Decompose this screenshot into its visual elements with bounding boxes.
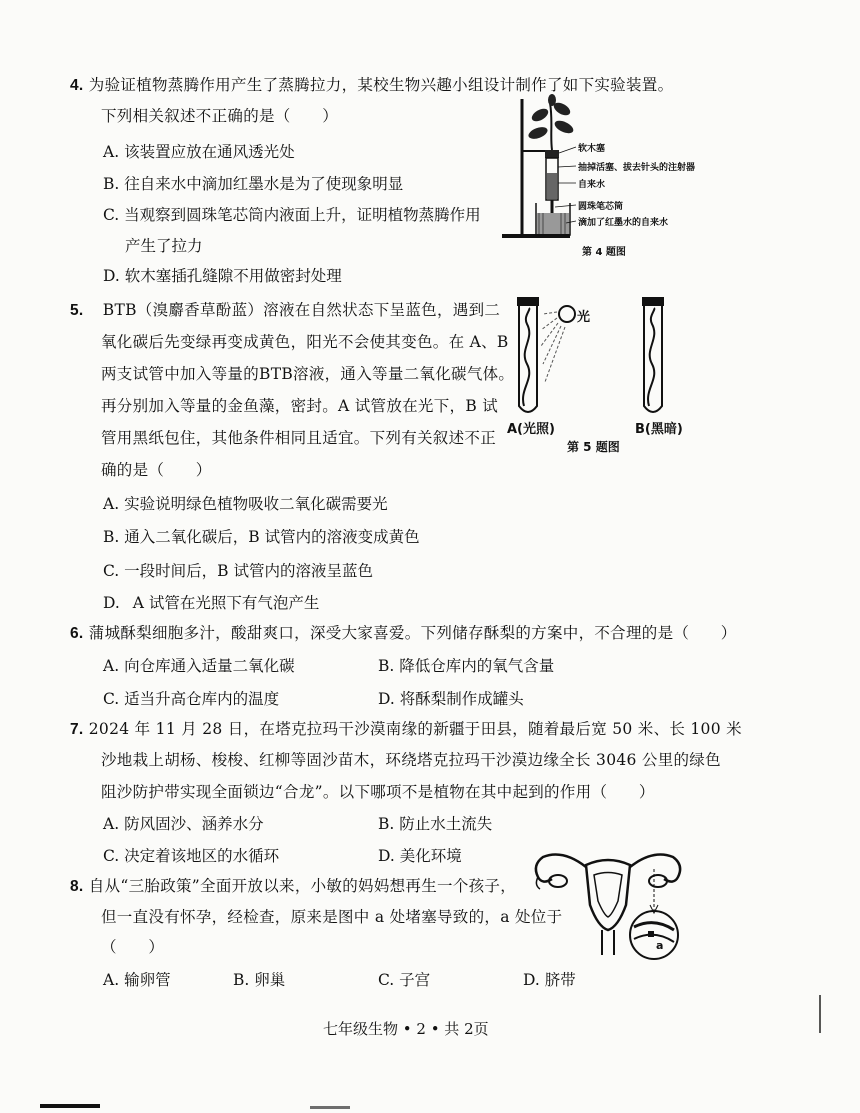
q6-option-b[interactable]: [378, 656, 554, 676]
q6-stem-text-1: 蒲城酥梨细胞多汁，酸甜爽口，深受大家喜爱。下列储存酥梨的方案中，不合理的是（ ）: [88, 624, 737, 642]
q5-figure-caption: 第 5 题图: [567, 440, 620, 454]
q7-option-a-label: A.: [103, 815, 120, 833]
q7-option-d[interactable]: [378, 846, 462, 866]
q8-stem-line-3: （ ）: [101, 938, 165, 956]
q4-stem-line-2: 下列相关叙述不正确的是（ ）: [101, 107, 339, 125]
q7-option-b-text: 防止水土流失: [399, 815, 493, 833]
q5-number: 5.: [70, 302, 84, 319]
q8-option-d[interactable]: [523, 970, 576, 990]
q4-label-syringe: 抽掉活塞、拔去针头的注射器: [578, 163, 696, 173]
q5-stem-line-2: 氧化碳后先变绿再变成黄色，阳光不会使其变色。在 A、B: [101, 333, 509, 351]
scan-edge-mark: [310, 1106, 350, 1109]
q6-option-b-text: 降低仓库内的氧气含量: [399, 657, 555, 675]
q7-stem-line-2: 沙地栽上胡杨、梭梭、红柳等固沙苗木，环绕塔克拉玛干沙漠边缘全长 3046 公里的绿色: [101, 751, 721, 769]
q5-option-d-label: D.: [103, 594, 120, 612]
q8-option-d-label: D.: [523, 971, 540, 989]
q5-option-a[interactable]: [103, 494, 388, 514]
q8-stem-line-1: [70, 876, 516, 897]
q4-option-b[interactable]: [103, 174, 403, 194]
q6-option-c[interactable]: [103, 689, 279, 709]
q6-number: 6.: [70, 625, 84, 642]
q4-label-cork: 软木塞: [578, 144, 606, 154]
q8-option-c-label: C.: [378, 971, 395, 989]
q6-option-c-label: C.: [103, 690, 120, 708]
female-reproductive-system-diagram: [528, 835, 688, 965]
q8-number: 8.: [70, 878, 84, 895]
q8-option-d-text: 脐带: [544, 971, 576, 989]
q8-reproductive-figure: [528, 835, 688, 965]
q5-stem-line-4: 再分别加入等量的金鱼藻，密封。A 试管放在光下，B 试: [101, 397, 499, 415]
q6-stem-line-1: [70, 623, 737, 644]
q5-option-c-text: 一段时间后，B 试管内的溶液呈蓝色: [124, 562, 373, 580]
q4-option-a[interactable]: [103, 142, 295, 162]
q4-option-d-label: D.: [103, 267, 120, 285]
q8-option-b-label: B.: [233, 971, 250, 989]
q7-option-b-label: B.: [378, 815, 395, 833]
q5-tube-b-label: B(黑暗): [635, 422, 683, 437]
q7-option-c-text: 决定着该地区的水循环: [124, 847, 280, 865]
q4-number: 4.: [70, 77, 84, 94]
q4-option-d-text: 软木塞插孔缝隙不用做密封处理: [124, 267, 342, 285]
q5-stem-line-6: 确的是（ ）: [101, 461, 212, 479]
q4-option-a-text: 该装置应放在通风透光处: [124, 143, 295, 161]
q5-stem-text-1: BTB（溴麝香草酚蓝）溶液在自然状态下呈蓝色，遇到二: [102, 301, 501, 319]
q5-test-tubes-figure: [505, 294, 705, 459]
q5-option-a-text: 实验说明绿色植物吸收二氧化碳需要光: [124, 495, 388, 513]
q7-stem-text-1: 2024 年 11 月 28 日，在塔克拉玛干沙漠南缘的新疆于田县，随着最后宽 50 米、长 100 米: [88, 720, 742, 738]
q4-label-tap-water: 自来水: [578, 180, 606, 190]
q5-tube-a-label: A(光照): [507, 422, 555, 437]
q6-option-c-text: 适当升高仓库内的温度: [124, 690, 280, 708]
q8-stem-line-2: 但一直没有怀孕，经检查，原来是图中 a 处堵塞导致的，a 处位于: [101, 908, 563, 926]
q4-option-b-text: 往自来水中滴加红墨水是为了使现象明显: [124, 175, 404, 193]
q5-option-c-label: C.: [103, 562, 120, 580]
q7-option-d-label: D.: [378, 847, 395, 865]
q5-option-d[interactable]: [103, 593, 319, 613]
q6-option-d-text: 将酥梨制作成罐头: [399, 690, 524, 708]
q5-option-b-label: B.: [103, 528, 120, 546]
q5-option-c[interactable]: [103, 561, 373, 581]
q7-option-a[interactable]: [103, 814, 264, 834]
scan-edge-mark: [40, 1104, 100, 1108]
q4-label-red-ink-water: 滴加了红墨水的自来水: [578, 218, 669, 228]
q4-figure-caption: 第 4 题图: [582, 247, 626, 258]
page-footer: 七年级生物 • 2 • 共 2页: [323, 1020, 489, 1038]
q4-apparatus-figure: [500, 95, 710, 265]
q4-option-c-text: 当观察到圆珠笔芯筒内液面上升，证明植物蒸腾作用: [124, 206, 481, 224]
q5-stem-line-1: [70, 300, 500, 321]
q7-stem-line-3: 阻沙防护带实现全面锁边“合龙”。以下哪项不是植物在其中起到的作用（ ）: [101, 783, 655, 801]
q8-option-c-text: 子宫: [399, 971, 431, 989]
q5-stem-line-5: 管用黑纸包住，其他条件相同且适宜。下列有关叙述不正: [101, 429, 497, 447]
q4-option-c-label: C.: [103, 206, 120, 224]
q5-option-d-text: A 试管在光照下有气泡产生: [132, 594, 320, 612]
q4-option-c[interactable]: [103, 205, 481, 225]
q5-option-b[interactable]: [103, 527, 420, 547]
q7-option-d-text: 美化环境: [399, 847, 462, 865]
scan-edge-mark: [819, 995, 821, 1033]
q7-option-c[interactable]: [103, 846, 279, 866]
q7-option-b[interactable]: [378, 814, 492, 834]
q5-option-b-text: 通入二氧化碳后，B 试管内的溶液变成黄色: [124, 528, 420, 546]
q6-option-d-label: D.: [378, 690, 395, 708]
q5-light-label: 光: [577, 310, 591, 325]
q8-option-b-text: 卵巢: [254, 971, 286, 989]
q4-stem-line-1: [70, 75, 673, 96]
q8-option-a[interactable]: [103, 970, 171, 990]
q6-option-d[interactable]: [378, 689, 524, 709]
q5-stem-line-3: 两支试管中加入等量的BTB溶液，通入等量二氧化碳气体。: [101, 365, 515, 383]
q4-stem-text-1: 为验证植物蒸腾作用产生了蒸腾拉力，某校生物兴趣小组设计制作了如下实验装置。: [88, 76, 674, 94]
q7-option-a-text: 防风固沙、涵养水分: [124, 815, 264, 833]
btb-test-tubes-diagram: [505, 294, 705, 424]
q6-option-a-text: 向仓库通入适量二氧化碳: [124, 657, 295, 675]
q4-option-c-continued: 产生了拉力: [125, 237, 203, 255]
q4-label-pen-tube: 圆珠笔芯筒: [578, 202, 624, 212]
q7-option-c-label: C.: [103, 847, 120, 865]
q5-option-a-label: A.: [103, 495, 120, 513]
q4-option-a-label: A.: [103, 143, 120, 161]
q8-option-a-label: A.: [103, 971, 120, 989]
q8-label-a: a: [656, 939, 664, 952]
q7-number: 7.: [70, 721, 84, 738]
q8-stem-text-1: 自从“三胎政策”全面开放以来，小敏的妈妈想再生一个孩子，: [88, 877, 517, 895]
q4-option-b-label: B.: [103, 175, 120, 193]
q8-option-b[interactable]: [233, 970, 285, 990]
q6-option-b-label: B.: [378, 657, 395, 675]
q6-option-a-label: A.: [103, 657, 120, 675]
q8-option-c[interactable]: [378, 970, 430, 990]
q4-option-d[interactable]: [103, 266, 342, 286]
q8-option-a-text: 输卵管: [124, 971, 171, 989]
q7-stem-line-1: [70, 719, 742, 740]
q6-option-a[interactable]: [103, 656, 295, 676]
